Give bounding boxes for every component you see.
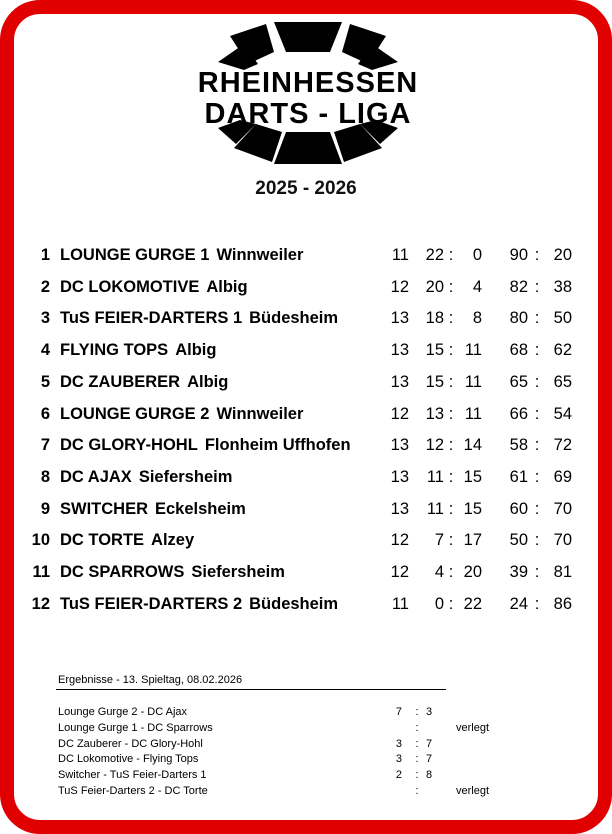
team-cell (60, 589, 338, 619)
team-cell (60, 494, 246, 524)
played-cell: 12 (390, 404, 409, 423)
points-for-cell: 18 (425, 309, 444, 328)
league-logo (178, 22, 438, 170)
rank-cell: 5 (40, 372, 50, 391)
points-separator: : (448, 467, 454, 486)
rank-cell: 7 (40, 436, 50, 455)
team-city: Albig (175, 341, 217, 360)
result-row (0, 704, 612, 720)
legs-against-cell: 72 (553, 436, 572, 455)
score-separator: : (415, 753, 419, 766)
home-score: 2 (395, 769, 402, 782)
legs-separator: : (534, 309, 540, 328)
legs-separator: : (534, 531, 540, 550)
result-row (0, 783, 612, 799)
points-for-cell: 22 (425, 246, 444, 264)
legs-for-cell: 66 (509, 404, 528, 423)
rank-cell: 10 (31, 531, 50, 550)
team-city: Siefersheim (138, 467, 233, 486)
rank-cell: 6 (40, 404, 50, 423)
logo-title-line1: RHEINHESSEN (197, 67, 419, 99)
rank-cell: 9 (40, 499, 50, 518)
legs-against-cell: 65 (553, 372, 572, 391)
legs-for-cell: 24 (509, 594, 528, 613)
rank-cell: 2 (40, 277, 50, 296)
home-score: 7 (395, 706, 402, 718)
legs-separator: : (534, 594, 540, 613)
points-for-cell: 15 (425, 372, 444, 391)
team-city: Winnweiler (216, 246, 304, 264)
match-name: Switcher - TuS Feier-Darters 1 (58, 769, 207, 782)
rank-cell: 8 (40, 467, 50, 486)
points-against-cell: 8 (472, 309, 482, 328)
legs-against-cell: 86 (553, 594, 572, 613)
points-separator: : (448, 531, 454, 550)
table-row (0, 272, 612, 302)
team-city: Winnweiler (216, 404, 304, 423)
legs-separator: : (534, 436, 540, 455)
team-cell (60, 272, 248, 302)
table-row (0, 430, 612, 460)
rank-cell: 1 (40, 246, 50, 264)
points-against-cell: 0 (472, 246, 482, 264)
points-for-cell: 0 (434, 594, 444, 613)
legs-separator: : (534, 499, 540, 518)
points-against-cell: 11 (464, 341, 482, 360)
team-city: Eckelsheim (155, 499, 246, 518)
away-score: 7 (426, 737, 433, 750)
away-score: 8 (426, 769, 433, 782)
points-against-cell: 22 (463, 594, 482, 613)
team-city: Siefersheim (191, 563, 285, 581)
team-cell (60, 303, 338, 333)
points-against-cell: 15 (463, 467, 482, 486)
legs-for-cell: 50 (509, 531, 528, 550)
legs-for-cell: 68 (509, 341, 528, 360)
score-separator: : (415, 706, 419, 718)
points-separator: : (448, 594, 454, 613)
points-for-cell: 13 (425, 404, 444, 423)
team-cell (60, 399, 303, 429)
team-city: Flonheim Uffhofen (204, 436, 351, 455)
team-city: Büdesheim (249, 594, 339, 613)
played-cell: 11 (391, 594, 409, 613)
match-note: verlegt (456, 721, 490, 734)
points-separator: : (448, 309, 454, 328)
home-score: 3 (395, 737, 402, 750)
legs-for-cell: 39 (509, 563, 528, 581)
team-name: FLYING TOPS (60, 341, 169, 360)
match-note: verlegt (456, 785, 490, 797)
points-for-cell: 7 (434, 531, 444, 550)
points-separator: : (448, 436, 454, 455)
legs-against-cell: 70 (553, 531, 572, 550)
match-name: TuS Feier-Darters 2 - DC Torte (58, 785, 208, 797)
result-row (0, 751, 612, 767)
points-separator: : (448, 246, 454, 264)
team-city: Alzey (151, 531, 195, 550)
legs-for-cell: 80 (509, 309, 528, 328)
team-city: Albig (187, 372, 229, 391)
team-city: Albig (206, 277, 248, 296)
played-cell: 13 (390, 341, 409, 360)
legs-against-cell: 62 (553, 341, 572, 360)
points-separator: : (448, 499, 454, 518)
team-name: LOUNGE GURGE 1 (60, 246, 210, 264)
table-row (0, 525, 612, 555)
table-row (0, 240, 612, 270)
legs-against-cell: 20 (553, 246, 572, 264)
legs-against-cell: 38 (553, 277, 572, 296)
team-name: DC LOKOMOTIVE (60, 277, 200, 296)
season-title: 2025 - 2026 (255, 178, 357, 199)
legs-separator: : (534, 563, 540, 581)
points-for-cell: 12 (425, 436, 444, 455)
played-cell: 13 (390, 309, 409, 328)
legs-separator: : (534, 341, 540, 360)
rank-cell: 3 (40, 309, 50, 328)
played-cell: 12 (390, 531, 409, 550)
points-against-cell: 14 (463, 436, 482, 455)
table-row (0, 367, 612, 397)
team-name: SWITCHER (60, 499, 148, 518)
points-against-cell: 11 (464, 372, 482, 391)
legs-against-cell: 81 (553, 563, 572, 581)
points-against-cell: 15 (463, 499, 482, 518)
team-name: DC ZAUBERER (60, 372, 181, 391)
points-separator: : (448, 277, 454, 296)
points-against-cell: 17 (463, 531, 482, 550)
score-separator: : (415, 769, 419, 782)
match-name: DC Zauberer - DC Glory-Hohl (58, 737, 203, 750)
logo-title-line2: DARTS - LIGA (204, 98, 412, 130)
points-against-cell: 4 (472, 277, 482, 296)
rank-cell: 11 (32, 563, 50, 581)
legs-for-cell: 90 (509, 246, 528, 264)
table-row (0, 494, 612, 524)
result-row (0, 720, 612, 736)
table-row (0, 557, 612, 587)
table-row (0, 462, 612, 492)
played-cell: 13 (390, 372, 409, 391)
points-for-cell: 11 (426, 499, 444, 518)
team-name: LOUNGE GURGE 2 (60, 404, 210, 423)
away-score: 3 (426, 706, 433, 718)
away-score: 7 (426, 753, 433, 766)
played-cell: 11 (391, 246, 409, 264)
legs-against-cell: 54 (553, 404, 572, 423)
legs-for-cell: 82 (509, 277, 528, 296)
legs-for-cell: 65 (509, 372, 528, 391)
table-row (0, 335, 612, 365)
team-name: DC GLORY-HOHL (60, 436, 198, 455)
legs-for-cell: 61 (509, 467, 528, 486)
team-name: DC SPARROWS (60, 563, 185, 581)
points-separator: : (448, 341, 454, 360)
legs-separator: : (534, 404, 540, 423)
score-separator: : (415, 721, 419, 734)
match-name: DC Lokomotive - Flying Tops (58, 753, 199, 766)
home-score: 3 (395, 753, 402, 766)
points-against-cell: 11 (464, 404, 482, 423)
score-separator: : (415, 785, 419, 797)
score-separator: : (415, 737, 419, 750)
table-row (0, 303, 612, 333)
points-against-cell: 20 (463, 563, 482, 581)
points-separator: : (448, 372, 454, 391)
table-row (0, 399, 612, 429)
team-cell (60, 430, 351, 460)
legs-against-cell: 50 (553, 309, 572, 328)
legs-for-cell: 60 (509, 499, 528, 518)
results-title: Ergebnisse - 13. Spieltag, 08.02.2026 (58, 674, 243, 686)
played-cell: 13 (390, 436, 409, 455)
table-row (0, 589, 612, 619)
result-row (0, 767, 612, 783)
rank-cell: 12 (31, 594, 50, 613)
team-name: TuS FEIER-DARTERS 2 (60, 594, 243, 613)
team-cell (60, 462, 232, 492)
team-cell (60, 335, 216, 365)
team-city: Büdesheim (249, 309, 339, 328)
points-for-cell: 4 (434, 563, 444, 581)
legs-against-cell: 69 (553, 467, 572, 486)
team-cell (60, 367, 228, 397)
legs-separator: : (534, 246, 540, 264)
team-name: TuS FEIER-DARTERS 1 (60, 309, 243, 328)
played-cell: 12 (390, 563, 409, 581)
points-for-cell: 11 (426, 467, 444, 486)
result-row (0, 736, 612, 752)
points-for-cell: 15 (425, 341, 444, 360)
points-for-cell: 20 (425, 277, 444, 296)
legs-separator: : (534, 467, 540, 486)
legs-against-cell: 70 (553, 499, 572, 518)
played-cell: 13 (390, 467, 409, 486)
team-name: DC AJAX (60, 467, 132, 486)
legs-separator: : (534, 277, 540, 296)
team-cell (60, 240, 303, 270)
legs-for-cell: 58 (509, 436, 528, 455)
match-name: Lounge Gurge 2 - DC Ajax (58, 706, 188, 718)
team-cell (60, 525, 194, 555)
points-separator: : (448, 404, 454, 423)
team-cell (60, 557, 285, 587)
match-name: Lounge Gurge 1 - DC Sparrows (58, 721, 213, 734)
rank-cell: 4 (40, 341, 50, 360)
results-underline (56, 689, 446, 690)
points-separator: : (448, 563, 454, 581)
team-name: DC TORTE (60, 531, 145, 550)
played-cell: 12 (390, 277, 409, 296)
played-cell: 13 (390, 499, 409, 518)
legs-separator: : (534, 372, 540, 391)
